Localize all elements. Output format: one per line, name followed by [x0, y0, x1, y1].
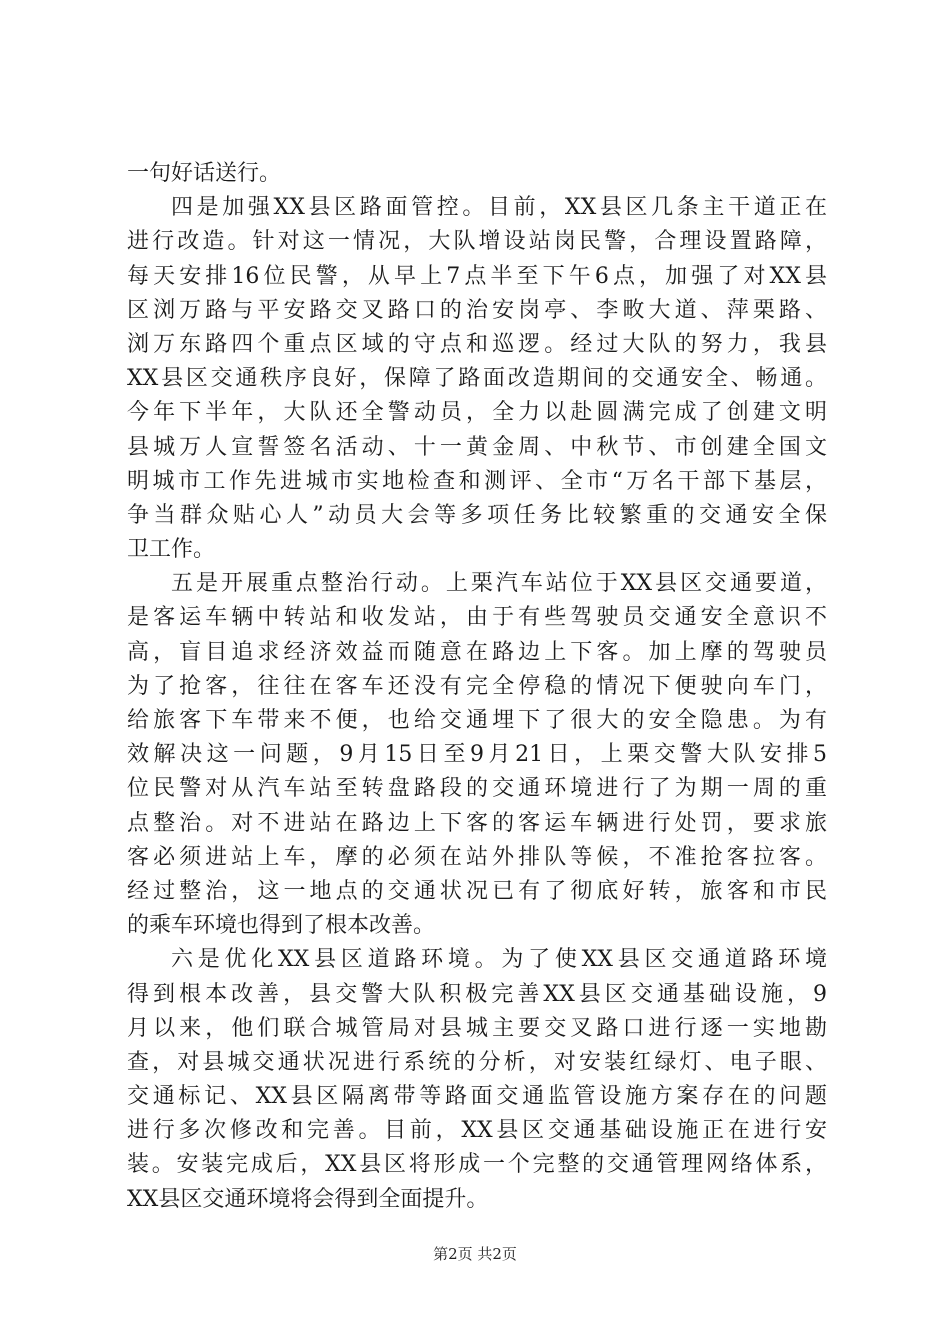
- text-line: 每天安排16位民警，从早上7点半至下午6点，加强了对XX县: [127, 263, 827, 289]
- text-line: 高，盲目追求经济效益而随意在路边上下客。加上摩的驾驶员: [127, 639, 827, 665]
- text-line: 得到根本改善，县交警大队积极完善XX县区交通基础设施，9: [127, 981, 827, 1007]
- text-line: 六是优化XX县区道路环境。为了使XX县区交通道路环境: [171, 947, 827, 973]
- text-line: 查，对县城交通状况进行系统的分析，对安装红绿灯、电子眼、: [127, 1049, 827, 1075]
- text-line: 经过整治，这一地点的交通状况已有了彻底好转，旅客和市民: [127, 878, 827, 904]
- text-line: 四是加强XX县区路面管控。目前，XX县区几条主干道正在: [171, 195, 827, 221]
- page-footer: 第2页 共2页: [433, 1245, 517, 1263]
- text-line: 进行多次修改和完善。目前，XX县区交通基础设施正在进行安: [127, 1118, 827, 1144]
- text-line: 区浏万路与平安路交叉路口的治安岗亭、李畋大道、萍栗路、: [127, 297, 827, 323]
- text-line: 为了抢客，往往在客车还没有完全停稳的情况下便驶向车门，: [127, 673, 827, 699]
- text-line: 争当群众贴心人”动员大会等多项任务比较繁重的交通安全保: [127, 502, 827, 528]
- text-line: 一句好话送行。: [127, 161, 282, 186]
- text-line: 装。安装完成后，XX县区将形成一个完整的交通管理网络体系，: [127, 1152, 827, 1178]
- text-line: 五是开展重点整治行动。上栗汽车站位于XX县区交通要道，: [171, 571, 827, 597]
- text-line: 月以来，他们联合城管局对县城主要交叉路口进行逐一实地勘: [127, 1015, 827, 1041]
- text-line: 给旅客下车带来不便，也给交通埋下了很大的安全隐患。为有: [127, 708, 827, 733]
- text-line: 是客运车辆中转站和收发站，由于有些驾驶员交通安全意识不: [127, 605, 827, 631]
- body-text: [127, 157, 827, 1217]
- text-line: 明城市工作先进城市实地检查和测评、全市“万名干部下基层，: [127, 468, 827, 494]
- text-line: 进行改造。针对这一情况，大队增设站岗民警，合理设置路障，: [127, 229, 827, 255]
- text-line: 客必须进站上车，摩的必须在站外排队等候，不准抢客拉客。: [127, 844, 827, 870]
- text-line: XX县区交通秩序良好，保障了路面改造期间的交通安全、畅通。: [127, 366, 827, 392]
- text-line: XX县区交通环境将会得到全面提升。: [127, 1186, 489, 1212]
- text-line: 县城万人宣誓签名活动、十一黄金周、中秋节、市创建全国文: [127, 434, 827, 460]
- text-line: 卫工作。: [127, 537, 216, 563]
- text-line: 交通标记、XX县区隔离带等路面交通监管设施方案存在的问题: [127, 1084, 827, 1110]
- text-line: 效解决这一问题，9月15日至9月21日，上栗交警大队安排5: [127, 742, 827, 768]
- text-line: 位民警对从汽车站至转盘路段的交通环境进行了为期一周的重: [127, 776, 827, 802]
- text-line: 点整治。对不进站在路边上下客的客运车辆进行处罚，要求旅: [127, 810, 827, 836]
- text-line: 的乘车环境也得到了根本改善。: [127, 913, 436, 939]
- text-line: 浏万东路四个重点区域的守点和巡逻。经过大队的努力，我县: [127, 331, 827, 357]
- text-line: 今年下半年，大队还全警动员，全力以赴圆满完成了创建文明: [127, 400, 827, 426]
